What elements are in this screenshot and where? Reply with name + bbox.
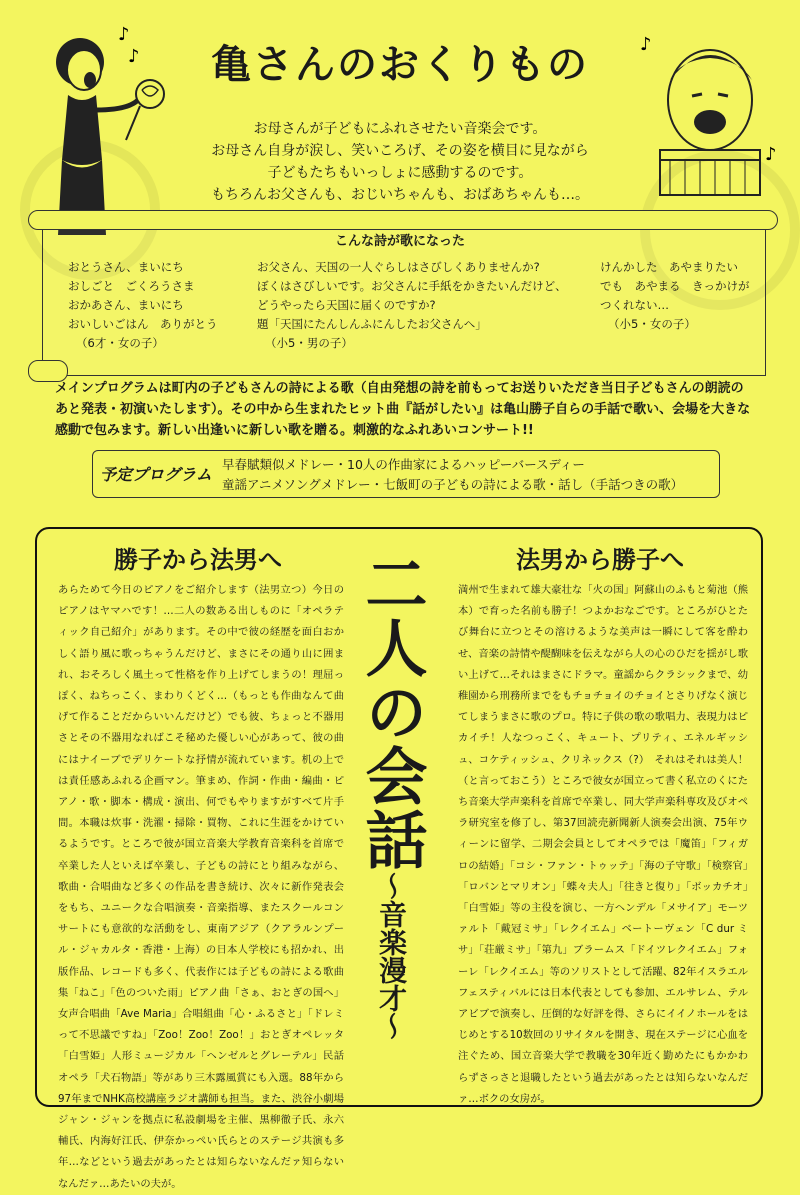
vertical-title [356, 552, 436, 1072]
intro-line: 子どもたちもいっしょに感動するのです。 [267, 165, 533, 181]
music-note-icon: ♪ [118, 24, 130, 45]
poem-heading: こんな詩が歌になった [334, 234, 465, 249]
poem-author: （6才・女の子） [76, 336, 164, 350]
intro-line: お母さん自身が涙し、笑いころげ、その姿を横目に見ながら [211, 143, 589, 159]
schedule-item: 童謡アニメソングメドレー・七飯町の子どもの詩による歌・話し（手話つきの歌） [222, 477, 684, 492]
poem-line: おかあさん、まいにち [68, 298, 184, 312]
vertical-title-main: 二人の会話 [355, 552, 428, 872]
schedule-list [222, 455, 712, 495]
schedule-label: 予定プログラム [100, 465, 212, 484]
music-note-icon: ♪ [128, 46, 140, 67]
poem-line: ぼくはさびしいです。お父さんに手紙をかきたいんだけど、 [257, 279, 567, 293]
singer-woman-illustration [18, 10, 188, 240]
intro-text [200, 118, 600, 206]
left-column-text: あらためて今日のピアノをご紹介します（法男立つ）今日のピアノはヤマハです！…二人の数ある出しものに「オペラティック自己紹介」があります。その中で彼の経歴を面白おかしく語り風に歌っちゃうんだけど、まさにその通り山に囲まれ、おそろしく風土って性格を作り上げてしまうの！理屈っぽく、ねちっこく、まわりくどく…（もっとも作曲なんて曲げて作ることだからいいんだけど）でも彼、ちょっと不器用さとその不器用なればこそ秘めた優しい心があって、彼の曲にはナイーブでデリケートな抒情が流れています。机の上では責任感あふれる企画マン。筆まめ、作詞・作曲・編曲・ピアノ・歌・脚本・構成・演出、何でもやりますがすべて片手間。本職は炊事・洗濯・掃除・買物、これに生涯をかけているようです。ところで彼が国立音楽大学教育音楽科を首席で卒業した人といえば卒業し、子どもの詩にとり組みながら、歌曲・合唱曲など多くの作品を書き続け、次々に新作発表会をもち、ユニークな合唱演奏・音楽指導、またスクールコンサートにも意欲的な活動をし、東南アジア（クアラルンプール・ジャカルタ・香港・上海）の日本人学校にも招かれ、出版作品、レコードも多く、代表作には子どもの詩による歌曲集「ねこ」「色のついた雨」ピアノ曲「さぁ、おとぎの国へ」女声合唱曲「Ave Maria」合唱組曲「心・ふるさと」「ドレミって不思議ですね」「Zoo！Zoo！Zoo！」おとぎオペレッタ「白雪姫」人形ミュージカル「ヘンゼルとグレーテル」民話オペラ「犬石物語」等があり三木露風賞にも入選。88年から97年までNHK高校講座ラジオ講師も担当。また、渋谷小劇場ジャン・ジャンを拠点に私設劇場を主催、黒柳徹子氏、永六輔氏、内海好江氏、伊奈かっぺい氏らとのステージ共演も多年…などという過去があったとは知らないなんだァ知らないなんだァ…あたいの夫が。 [58, 584, 344, 1190]
poem-1 [68, 258, 218, 353]
poem-line: おとうさん、まいにち [68, 260, 184, 274]
poem-line: つくれない… [600, 298, 669, 312]
poem-line: 題「天国にたんしんふにんしたお父さんへ」 [257, 317, 487, 331]
music-note-icon: ♪ [640, 34, 652, 55]
pianist-man-illustration [630, 10, 790, 215]
poem-3 [600, 258, 750, 334]
poem-line: おいしいごはん ありがとう [68, 317, 218, 331]
poem-2 [257, 258, 567, 353]
vertical-title-sub: 〜音楽漫才〜 [375, 872, 408, 1040]
right-column-text: 満州で生まれて雄大豪壮な「火の国」阿蘇山のふもと菊池（熊本）で育った名前も勝子！つよかおなごです。ところがひとたび舞台に立つとその溶けるような美声は一瞬にして客を酔わせ、音楽の詩情や醍醐味を伝えながら人の心のひだを揺がし歌い上げて…それはまさにドラマ。童謡からクラシックまで、幼稚園から刑務所までをもチョチョイのチョイとさりげなく演じてしまうまさに歌のプロ。特に子供の歌の歌唱力、表現力はピカイチ！人なつっこく、キュート、プリティ、エネルギッシュ、コケティッシュ、クリネックス（?） それはそれは美人！（と言っておこう）ところで彼女が国立って書く私立のくにたち音楽大学声楽科を首席で卒業し、同大学声楽科専攻及びオペラ研究室を修了し、第37回読売新聞新人演奏会出演、75年ウィーンに留学、二期会会員としてオペラでは「魔笛」「フィガロの結婚」「コシ・ファン・トゥッテ」「海の子守歌」「検察官」「ロバンとマリオン」「蝶々夫人」「往きと復り」「ボッカチオ」「白雪姫」等の主役を演じ、一方ヘンデル「メサイア」モーツァルト「戴冠ミサ」「レクイエム」ベートーヴェン「C dur ミサ」「荘厳ミサ」「第九」ブラームス「ドイツレクイエム」フォーレ「レクイエム」等のソリストとして活躍、82年イスラエルフェスティバルには日本代表としても参加、エルサレム、テルアビブで演奏し、圧倒的な好評を得、さらにイイノホールをはじめとする10数回のリサイタルを開き、現在ステージに心血を注ぐため、国立音楽大学で教職を30年近く勤めたにもかかわらずさっさと退職したという過去があったとは知らないなんだァ…ボクの女房が。 [458, 584, 748, 1105]
schedule-item: 早春賦類似メドレー・10人の作曲家によるハッピーバースディー [222, 457, 585, 472]
poem-line: でも あやまる きっかけが [600, 279, 750, 293]
poem-author: （小5・男の子） [265, 336, 353, 350]
scroll-roll-top [28, 210, 778, 230]
left-column-title: 勝子から法男へ [114, 546, 282, 574]
page-title: 亀さんのおくりもの [211, 42, 589, 88]
intro-line: もちろんお父さんも、おじいちゃんも、おばあちゃんも…。 [211, 187, 589, 203]
poem-line: お父さん、天国の一人ぐらしはさびしくありませんか? [257, 260, 540, 274]
poem-line: おしごと ごくろうさま [68, 279, 195, 293]
poem-author: （小5・女の子） [608, 317, 696, 331]
main-program-text: メインプログラムは町内の子どもさんの詩による歌（自由発想の詩を前もってお送りいただき当日子どもさんの朗読のあと発表・初演いたします）。その中から生まれたヒット曲『話がしたい』は亀山勝子自らの手話で歌い、会場を大きな感動で包みます。新しい出逢いに新しい歌を贈る。刺激的なふれあいコンサート!! [55, 381, 751, 438]
music-note-icon: ♪ [765, 144, 777, 165]
poem-line: どうやったら天国に届くのですか? [257, 298, 436, 312]
intro-line: お母さんが子どもにふれさせたい音楽会です。 [253, 121, 547, 137]
poem-line: けんかした あやまりたい [600, 260, 738, 274]
right-column-title: 法男から勝子へ [516, 546, 684, 574]
